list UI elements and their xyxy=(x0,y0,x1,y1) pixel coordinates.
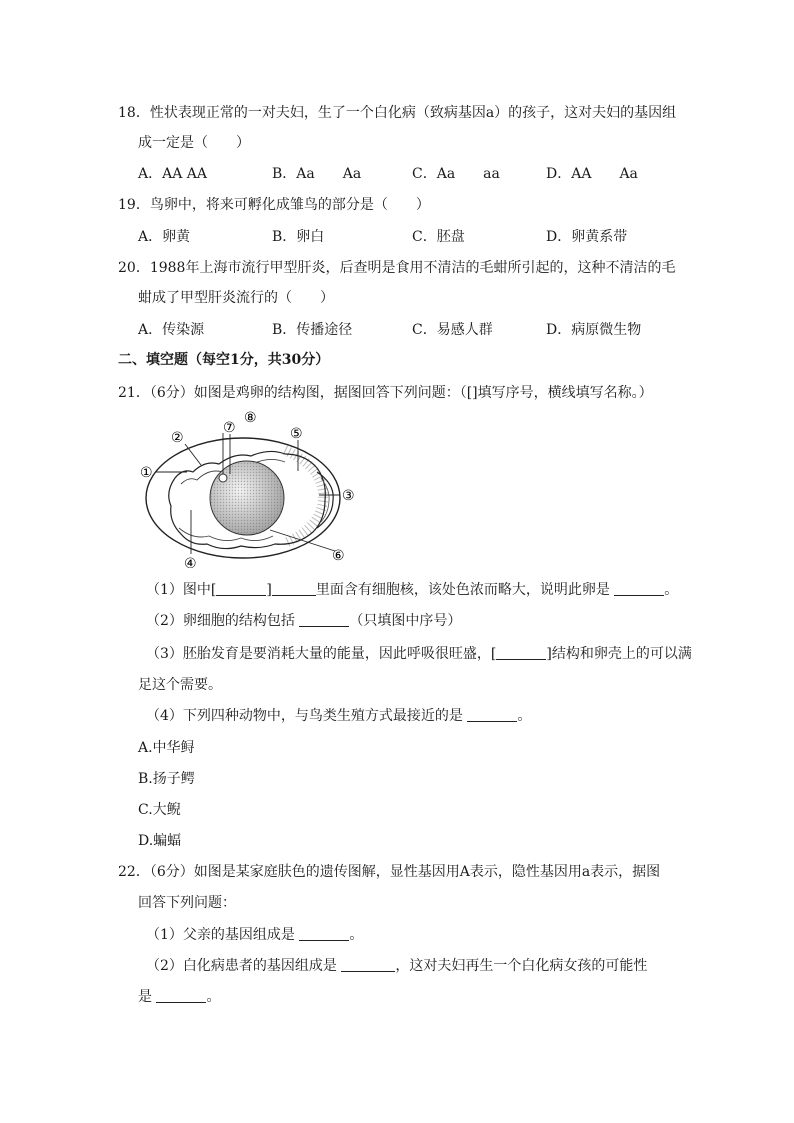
q21-subq1-text-d: 。 xyxy=(664,582,679,598)
q22-stem-line1: 22．（6分）如图是某家庭肤色的遗传图解，显性基因用A表示，隐性基因用a表示，据图 xyxy=(118,864,661,880)
q20-stem-line2: 蚶成了甲型肝炎流行的（ ） xyxy=(138,290,334,306)
q21-subq3-blank[interactable] xyxy=(496,645,546,660)
q18-option-b[interactable]: B．Aa Aa xyxy=(272,166,362,182)
q20-stem-line1: 20．1988年上海市流行甲型肝炎，后查明是食用不清洁的毛蚶所引起的，这种不清洁的毛 xyxy=(118,260,676,276)
q20-option-b[interactable]: B．传播途径 xyxy=(272,322,353,338)
q21-subq4 xyxy=(146,706,531,726)
q18-option-c[interactable]: C．Aa aa xyxy=(412,166,500,182)
q22-subq2-text-b: ，这对夫妇再生一个白化病女孩的可能性 xyxy=(395,958,648,974)
diagram-label-5: ⑤ xyxy=(290,426,303,442)
q20-option-a[interactable]: A．传染源 xyxy=(138,322,205,338)
q22-subq2-line2-text-a: 是 xyxy=(138,989,152,1005)
q21-subq3-line2: 足这个需要。 xyxy=(138,677,222,693)
q22-subq2 xyxy=(146,956,647,976)
q21-choice-c[interactable]: C.大鲵 xyxy=(138,802,181,818)
q22-subq2-line2-text-b: 。 xyxy=(206,989,221,1005)
section-heading-fill-in: 二、填空题（每空1分，共30分） xyxy=(118,352,330,368)
diagram-label-2: ② xyxy=(171,430,184,446)
q21-subq1-text-a: （1）图中[ xyxy=(146,582,217,598)
germinal-disc xyxy=(219,474,227,482)
q22-subq2-blank-probability[interactable] xyxy=(156,988,206,1003)
q22-subq1-blank[interactable] xyxy=(299,926,349,941)
q19-option-a[interactable]: A．卵黄 xyxy=(138,229,191,245)
diagram-label-1: ① xyxy=(140,465,153,481)
q19-option-c[interactable]: C．胚盘 xyxy=(412,229,465,245)
q21-subq4-text-b: 。 xyxy=(517,708,532,724)
q21-subq2-blank[interactable] xyxy=(299,612,349,627)
q21-subq2-text-a: （2）卵细胞的结构包括 xyxy=(146,613,295,629)
q18-option-a[interactable]: A．AA AA xyxy=(138,166,208,182)
q22-subq1-text-b: 。 xyxy=(349,927,364,943)
q21-subq4-text-a: （4）下列四种动物中，与鸟类生殖方式最接近的是 xyxy=(146,708,463,724)
q18-option-d[interactable]: D．AA Aa xyxy=(546,166,638,182)
q21-subq3-text-a: （3）胚胎发育是要消耗大量的能量，因此呼吸很旺盛，[ xyxy=(146,646,497,662)
q21-stem: 21．（6分）如图是鸡卵的结构图，据图回答下列问题：（[]填写序号，横线填写名称。） xyxy=(118,385,653,401)
q20-option-c[interactable]: C．易感人群 xyxy=(412,322,493,338)
diagram-label-6: ⑥ xyxy=(332,548,345,564)
q18-stem-line2: 成一定是（ ） xyxy=(138,135,250,151)
q20-option-d[interactable]: D．病原微生物 xyxy=(546,322,642,338)
q21-choice-b[interactable]: B.扬子鳄 xyxy=(138,771,195,787)
q21-subq1-blank-name[interactable] xyxy=(272,581,316,596)
q22-stem-line2: 回答下列问题： xyxy=(138,895,236,911)
q21-subq4-blank[interactable] xyxy=(467,707,517,722)
q18-stem-line1: 18．性状表现正常的一对夫妇，生了一个白化病（致病基因a）的孩子，这对夫妇的基因组 xyxy=(118,105,677,121)
q21-subq1-blank-egg-type[interactable] xyxy=(614,581,664,596)
egg-structure-diagram xyxy=(135,408,365,568)
q22-subq1-text-a: （1）父亲的基因组成是 xyxy=(146,927,295,943)
q21-subq3-text-b: ]结构和卵壳上的可以满 xyxy=(546,646,692,662)
q21-choice-d[interactable]: D.蝙蝠 xyxy=(138,833,182,849)
q21-subq1-text-b: ] xyxy=(266,582,272,598)
q22-subq2-line2 xyxy=(138,987,220,1007)
q19-option-d[interactable]: D．卵黄系带 xyxy=(546,229,628,245)
diagram-label-3: ③ xyxy=(342,488,355,504)
diagram-label-7: ⑦ xyxy=(223,420,236,436)
q21-subq1-text-c: 里面含有细胞核，该处色浓而略大，说明此卵是 xyxy=(315,582,610,598)
q22-subq1 xyxy=(146,925,363,945)
q19-stem: 19．鸟卵中，将来可孵化成雏鸟的部分是（ ） xyxy=(118,197,430,213)
q21-subq2-text-b: （只填图中序号） xyxy=(349,613,462,629)
diagram-label-8: ⑧ xyxy=(244,410,257,426)
q21-subq3 xyxy=(146,644,692,664)
q21-subq1 xyxy=(146,580,678,600)
q19-option-b[interactable]: B．卵白 xyxy=(272,229,325,245)
q21-subq1-blank-number[interactable] xyxy=(216,581,266,596)
q22-subq2-text-a: （2）白化病患者的基因组成是 xyxy=(146,958,337,974)
q21-choice-a[interactable]: A.中华鲟 xyxy=(138,740,195,756)
diagram-label-4: ④ xyxy=(184,556,197,568)
q21-subq2 xyxy=(146,611,461,631)
q22-subq2-blank-genotype[interactable] xyxy=(341,957,395,972)
